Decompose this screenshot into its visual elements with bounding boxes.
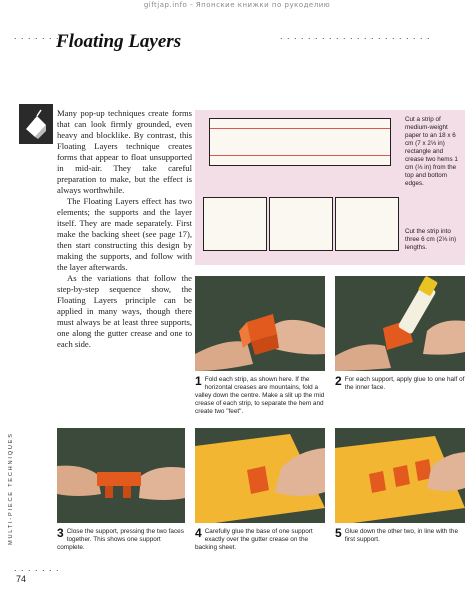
- caption-step-3: [57, 528, 185, 552]
- caption-step-1: [195, 376, 325, 416]
- full-strip-diagram: [209, 118, 391, 166]
- step-text-3: Close the support, pressing the two faces together. This shows one support complete.: [57, 528, 184, 551]
- diagram-note-top: Cut a strip of medium-weight paper to an 18 x 6 cm (7 x 2⅓ in) rectangle and crease two hems 1 cm (⅓ in) from the top and bottom edges.: [405, 116, 458, 187]
- photo-step-4: [195, 428, 325, 523]
- strip-piece-1: [203, 197, 267, 251]
- photo-step-3: [57, 428, 185, 523]
- page-number: 74: [16, 574, 27, 584]
- top-crease-line: [210, 128, 390, 129]
- intro-paragraph-2: The Floating Layers effect has two elements; the supports and the layer itself. They are made separately. First make the backing sheet (see page 17), then start constructing this design by making the supports, and follow with the layer afterwards.: [57, 196, 192, 272]
- diagram-panel: [195, 110, 465, 265]
- strip-piece-2: [269, 197, 333, 251]
- photo-step-1: [195, 276, 325, 371]
- photo-step-5: [335, 428, 465, 523]
- watermark: giftjap.info - Японские книжки по рукоделию: [143, 1, 331, 9]
- step-text-2: For each support, apply glue to one half of the inner face.: [344, 376, 465, 391]
- step-number-4: 4: [195, 526, 202, 540]
- cut-corner-icon: [19, 104, 53, 144]
- section-label: MULTI-PIECE TECHNIQUES: [8, 432, 14, 545]
- caption-step-2: [335, 376, 465, 392]
- step-text-4: Carefully glue the base of one support exactly over the gutter crease on the backing sheet.: [195, 528, 313, 551]
- bottom-crease-line: [210, 155, 390, 156]
- step-text-5: Glue down the other two, in line with the first support.: [344, 528, 459, 543]
- step-text-1: Fold each strip, as shown here. If the horizontal creases are mountains, fold a valley down the centre. Make a slit up the mid crease of each strip, to separate the hem and create two "feet".: [195, 376, 325, 415]
- page-title: Floating Layers: [56, 31, 182, 52]
- step-number-5: 5: [335, 526, 342, 540]
- intro-paragraph-1: Many pop-up techniques create forms that can look firmly grounded, even heavy and blocklike. By contrast, this Floating Layers technique creates forms that appear to float unsupported in mid-air. They take careful preparation to make, but the effect is always worthwhile.: [57, 108, 192, 195]
- photo-step-2: [335, 276, 465, 371]
- footer-dots: . . . . . . .: [14, 563, 60, 573]
- step-number-1: 1: [195, 374, 202, 388]
- dots-left: . . . . . . .: [14, 31, 60, 41]
- strip-piece-3: [335, 197, 399, 251]
- caption-step-5: [335, 528, 465, 544]
- caption-step-4: [195, 528, 325, 552]
- diagram-note-bottom: Cut the strip into three 6 cm (2⅓ in) lengths.: [405, 228, 457, 251]
- step-number-2: 2: [335, 374, 342, 388]
- intro-paragraph-3: As the variations that follow the step-by-step sequence show, the Floating Layers principle can be applied in many ways, though there must always be at least three supports, one along the gutter crease and one to each side.: [57, 273, 192, 349]
- step-number-3: 3: [57, 526, 64, 540]
- intro-text: [57, 108, 192, 350]
- dots-right: . . . . . . . . . . . . . . . . . . . . . .: [280, 31, 431, 41]
